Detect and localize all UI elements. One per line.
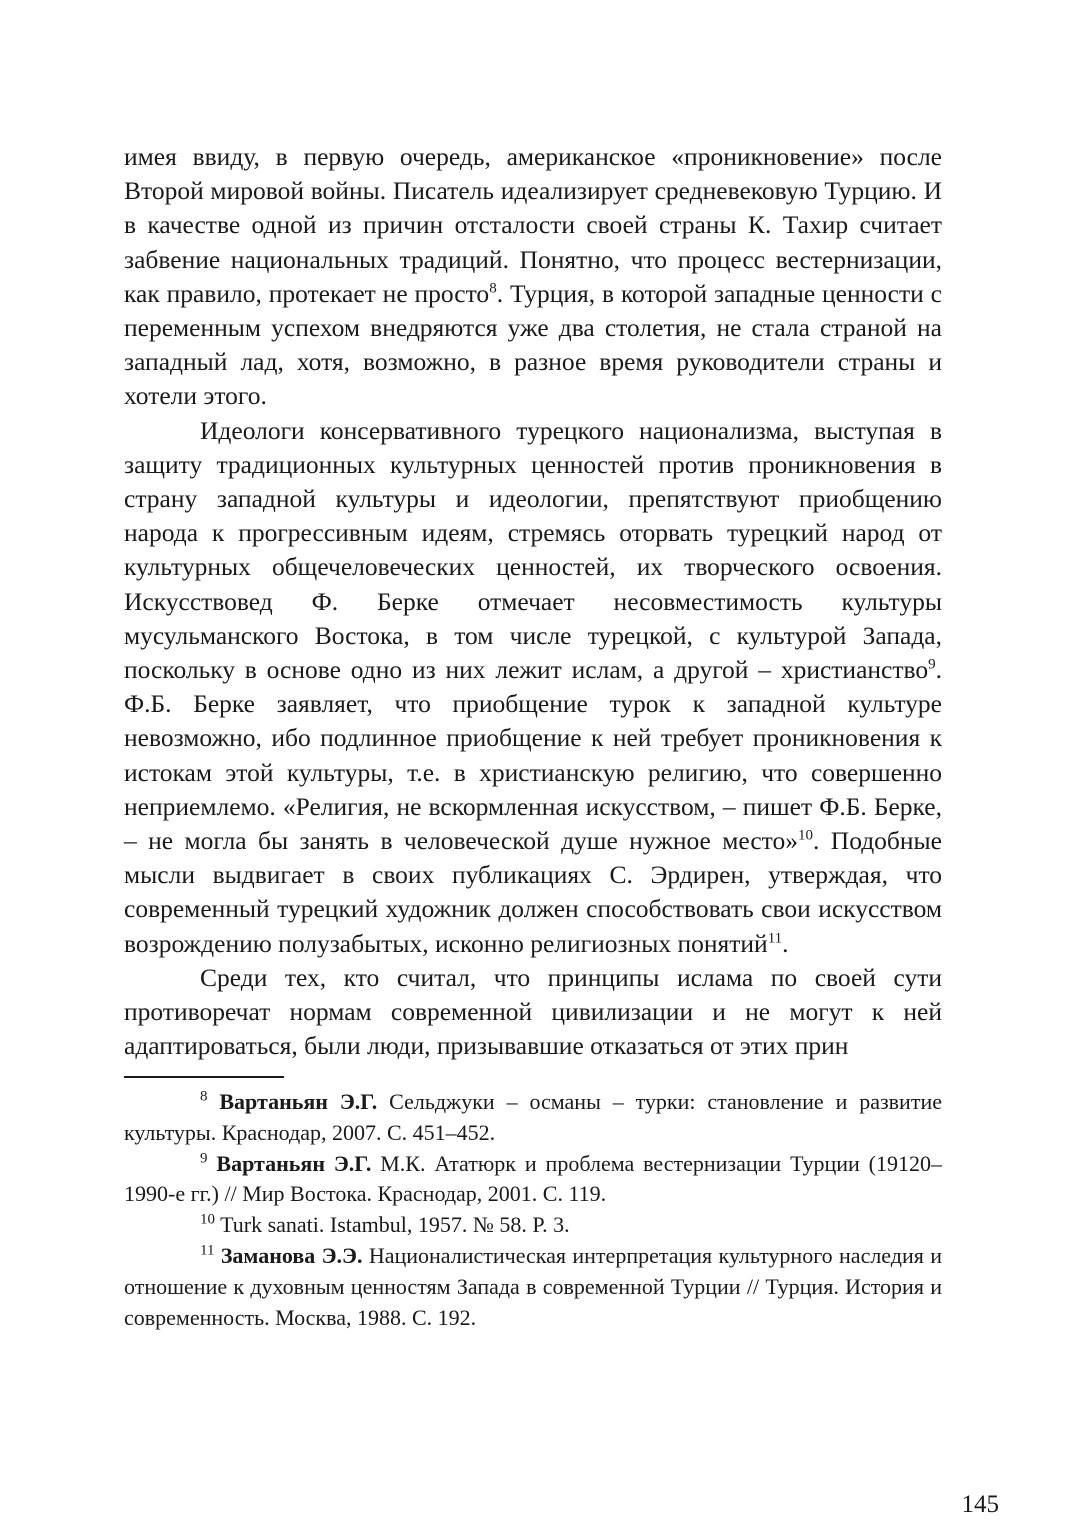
footnote-number: 10: [200, 1211, 215, 1228]
paragraph-1-text-b: . Турция, в которой западные ценности с переменным успехом внедряются уже два столетия, не стала страной на западный лад, хотя, возможно, в разное время руководители страны и хотели этого.: [124, 278, 942, 411]
paragraph-1: [124, 140, 942, 414]
footnote-text: М.К. Ататюрк и проблема вестернизации Турции (19120–1990-е гг.) // Мир Востока. Краснодар, 2001. С. 119.: [124, 1150, 942, 1207]
paragraph-2-text-d: .: [782, 928, 789, 958]
footnotes: [124, 1087, 942, 1333]
footnote-ref-11[interactable]: 11: [767, 930, 783, 947]
footnote-author: Вартаньян Э.Г.: [219, 1088, 378, 1114]
paragraph-2-text-a: Идеологи консервативного турецкого национализма, выступая в защиту традиционных культурных ценностей против проникновения в страну западной культуры и идеологии, препятствуют приобщению народа к прогрессивным идеям, стремясь оторвать турецкий народ от культурных общечеловеческих ценностей, их творческого освоения. Искусствовед Ф. Берке отмечает несовместимость культуры мусульманского Востока, в том числе турецкой, с культурой Запада, поскольку в основе одно из них лежит ислам, а другой – христианство: [124, 415, 942, 685]
footnote-number: 8: [200, 1088, 208, 1105]
footnote-number: 11: [200, 1242, 215, 1259]
footnote-text: Националистическая интерпретация культурного наследия и отношение к духовным ценностям Запада в современной Турции // Турция. История и современность. Москва, 1988. С. 192.: [124, 1242, 942, 1330]
paragraph-2: [124, 414, 942, 961]
page: [124, 140, 999, 1518]
footnote-8: [124, 1087, 942, 1149]
footnote-number: 9: [200, 1150, 208, 1167]
footnote-text: Turk sanati. Istambul, 1957. № 58. P. 3.: [215, 1212, 570, 1238]
footnote-11: [124, 1241, 942, 1333]
paragraph-1-text-a: имея ввиду, в первую очередь, американское «проникновение» после Второй мировой войны. Писатель идеализирует средневековую Турцию. И в качестве одной из причин отсталости своей страны К. Тахир считает забвение национальных традиций. Понятно, что процесс вестернизации, как правило, протекает не просто: [124, 142, 942, 308]
main-text: [124, 140, 942, 1063]
footnote-text: Сельджуки – османы – турки: становление и развитие культуры. Краснодар, 2007. С. 451–452.: [124, 1088, 942, 1145]
footnote-divider: [124, 1076, 284, 1078]
footnote-author: Вартаньян Э.Г.: [216, 1150, 372, 1176]
footnote-10: [124, 1210, 942, 1241]
footnote-ref-8[interactable]: 8: [489, 280, 497, 297]
footnote-author: Заманова Э.Э.: [220, 1242, 363, 1268]
footnote-ref-9[interactable]: 9: [928, 656, 936, 673]
paragraph-2-text-b: . Ф.Б. Берке заявляет, что приобщение турок к западной культуре невозможно, ибо подлинное приобщение к ней требует проникновения к истокам этой культуры, т.е. в христианскую религию, что совершенно неприемлемо. «Религия, не вскормленная искусством, – пишет Ф.Б. Берке, – не могла бы занять в человеческой душе нужное место»: [124, 655, 942, 856]
footnote-ref-10[interactable]: 10: [798, 827, 813, 844]
paragraph-2-text-c: . Подобные мысли выдвигает в своих публикациях С. Эрдирен, утверждая, что современный турецкий художник должен способствовать свои искусством возрождению полузабытых, исконно религиозных понятий: [124, 826, 943, 958]
page-number: 145: [961, 1491, 999, 1518]
paragraph-3: Среди тех, кто считал, что принципы ислама по своей сути противоречат нормам современной цивилизации и не могут к ней адаптироваться, были люди, призывавшие отказаться от этих прин: [124, 962, 942, 1061]
footnote-9: [124, 1149, 942, 1211]
